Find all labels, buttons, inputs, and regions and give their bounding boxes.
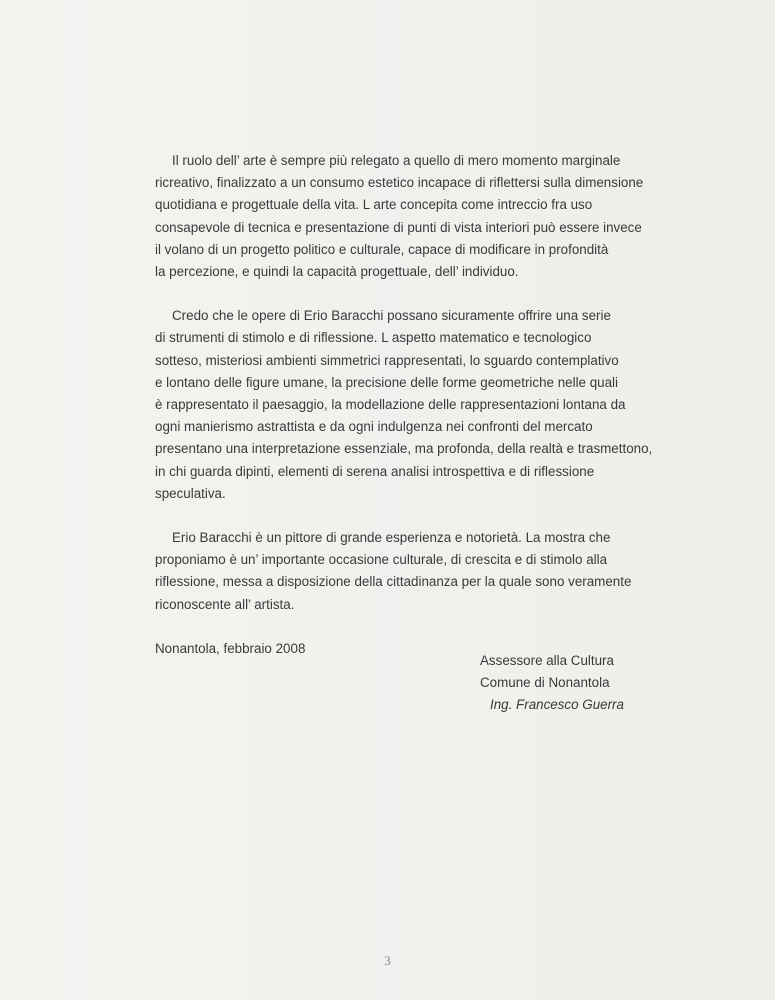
body-text	[155, 150, 653, 660]
place-date: Nonantola, febbraio 2008	[155, 640, 306, 656]
text-line: il volano di un progetto politico e culturale, capace di modificare in profondità	[155, 241, 609, 257]
text-line: e lontano delle figure umane, la precisione delle forme geometriche nelle quali	[155, 374, 619, 390]
text-line: la percezione, e quindi la capacità progettuale, dell’ individuo.	[155, 264, 519, 280]
text-line: Erio Baracchi è un pittore di grande esperienza e notorietà. La mostra che	[172, 530, 611, 546]
text-line: in chi guarda dipinti, elementi di serena analisi introspettiva e di riflessione	[155, 463, 595, 479]
page-number: 3	[384, 953, 391, 968]
text-line: consapevole di tecnica e presentazione di punti di vista interiori può essere invece	[155, 219, 642, 235]
paragraph-2	[155, 305, 653, 505]
text-line: Credo che le opere di Erio Baracchi possano sicuramente offrire una serie	[172, 308, 611, 324]
text-line: proponiamo è un’ importante occasione culturale, di crescita e di stimolo alla	[155, 552, 608, 568]
text-line: quotidiana e progettuale della vita. L arte concepita come intreccio fra uso	[155, 197, 593, 213]
paragraph-1	[155, 150, 644, 283]
text-line: riconoscente all’ artista.	[155, 596, 295, 612]
text-line: ogni manierismo astrattista e da ogni indulgenza nei confronti del mercato	[155, 419, 593, 435]
paragraph-3	[155, 527, 632, 616]
text-line: ricreativo, finalizzato a un consumo estetico incapace di riflettersi sulla dimensione	[155, 175, 644, 191]
text-line: sotteso, misteriosi ambienti simmetrici rappresentati, lo sguardo contemplativo	[155, 352, 619, 368]
signature-role: Assessore alla Cultura	[480, 653, 614, 668]
signature-institution: Comune di Nonantola	[480, 675, 610, 690]
text-line: di strumenti di stimolo e di riflessione. L aspetto matematico e tecnologico	[155, 330, 592, 346]
text-line: presentano una interpretazione essenziale, ma profonda, della realtà e trasmettono,	[155, 441, 653, 457]
text-line: Il ruolo dell’ arte è sempre più relegato a quello di mero momento marginale	[172, 153, 621, 168]
text-line: speculativa.	[155, 485, 226, 501]
signature-name: Ing. Francesco Guerra	[490, 697, 624, 712]
text-line: riflessione, messa a disposizione della cittadinanza per la quale sono veramente	[155, 574, 632, 590]
signature-block	[480, 650, 630, 716]
text-line: è rappresentato il paesaggio, la modellazione delle rappresentazioni lontana da	[155, 397, 626, 413]
